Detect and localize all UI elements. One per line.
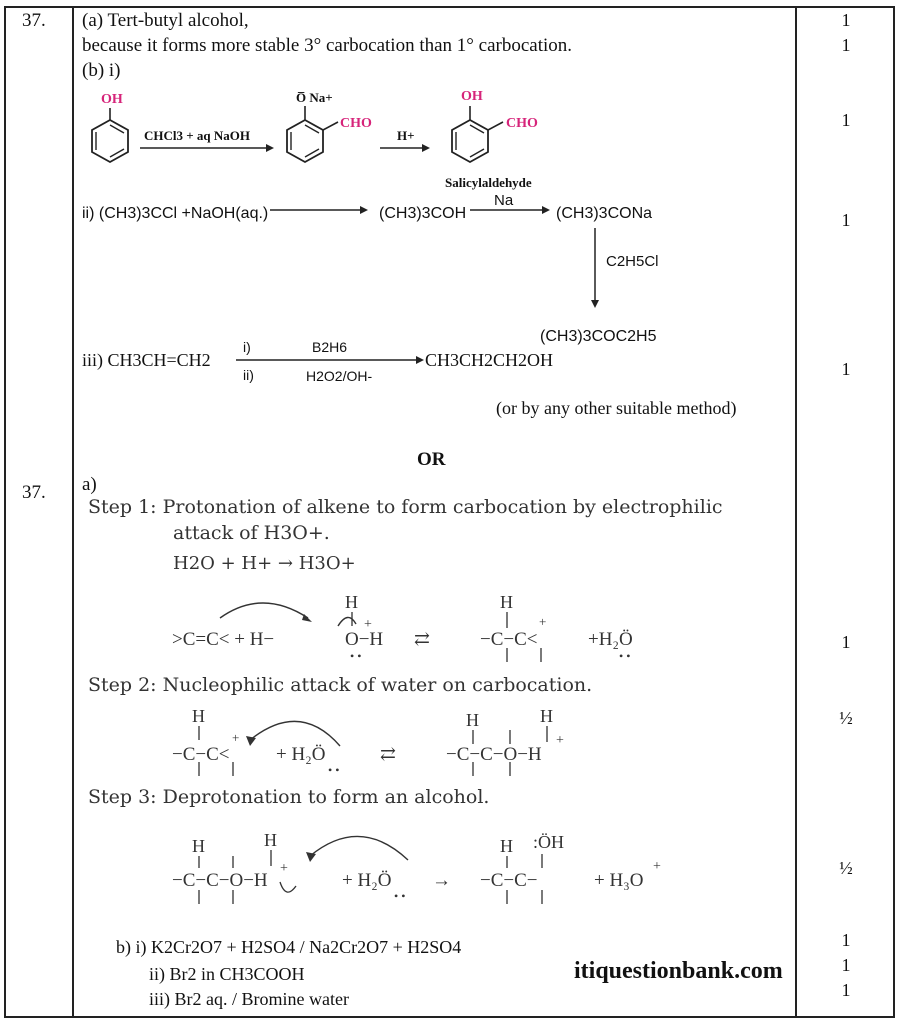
svg-text:→: → bbox=[432, 870, 451, 891]
part-b-ii-reagents: ii) Br2 in CH3COOH bbox=[149, 964, 305, 984]
hydroboration-product: CH3CH2CH2OH bbox=[425, 350, 554, 370]
column-divider-2 bbox=[795, 6, 797, 1017]
svg-text:O−H: O−H bbox=[345, 629, 384, 650]
svg-text:+: + bbox=[653, 859, 661, 874]
phenol-oh-label: OH bbox=[101, 92, 123, 107]
salicylaldehyde-oh-label: OH bbox=[461, 89, 483, 104]
svg-text:• •: • • bbox=[328, 763, 340, 777]
step-i-label: i) bbox=[243, 339, 251, 355]
table-border-top bbox=[4, 6, 895, 8]
svg-text:+H₂Ö: +H₂Ö bbox=[588, 629, 633, 650]
svg-text:+ H₂Ö: + H₂Ö bbox=[342, 870, 392, 891]
svg-text:−C−C−O−H: −C−C−O−H bbox=[446, 744, 542, 765]
question-number-alt: 37. bbox=[22, 482, 46, 503]
marks-step3: ½ bbox=[839, 858, 853, 878]
svg-text:H: H bbox=[192, 836, 205, 856]
svg-text:+: + bbox=[280, 861, 288, 876]
williamson-reactant: ii) (CH3)3CCl +NaOH(aq.) bbox=[82, 205, 269, 222]
svg-text:• •: • • bbox=[619, 649, 631, 663]
marks-b-ii: 1 bbox=[841, 210, 851, 230]
svg-text:H: H bbox=[345, 592, 358, 612]
peroxide-reagent: H2O2/OH- bbox=[306, 368, 373, 384]
watermark-text: itiquestionbank.com bbox=[574, 958, 783, 984]
marks-b-i: 1 bbox=[841, 110, 851, 130]
svg-text:+: + bbox=[556, 733, 564, 748]
svg-text:• •: • • bbox=[350, 649, 362, 663]
svg-text:⇄: ⇄ bbox=[414, 629, 430, 650]
phenoxide-label: O̅ Na+ bbox=[296, 90, 333, 105]
part-a-answer: (a) Tert-butyl alcohol, bbox=[82, 10, 249, 31]
salicylaldehyde-cho-label: CHO bbox=[506, 116, 538, 131]
step1-title: Step 1: Protonation of alkene to form carbocation by electrophilic bbox=[88, 496, 723, 518]
marks-a-line2: 1 bbox=[841, 35, 851, 55]
ethyl-chloride-reagent: C2H5Cl bbox=[606, 253, 659, 270]
svg-text:• •: • • bbox=[394, 889, 406, 903]
marks-b-i-alt: 1 bbox=[841, 930, 851, 950]
williamson-arrow-1 bbox=[270, 204, 370, 216]
marks-a-line1: 1 bbox=[841, 10, 851, 30]
svg-text:⇄: ⇄ bbox=[380, 744, 396, 765]
williamson-arrow-down bbox=[588, 228, 602, 310]
svg-text:+ H₂Ö: + H₂Ö bbox=[276, 744, 326, 765]
marks-step2: ½ bbox=[839, 708, 853, 728]
svg-text:+: + bbox=[364, 617, 372, 632]
svg-text:+: + bbox=[232, 730, 240, 745]
williamson-product: (CH3)3COC2H5 bbox=[540, 328, 657, 345]
question-number: 37. bbox=[22, 10, 46, 31]
step3-title: Step 3: Deprotonation to form an alcohol. bbox=[88, 786, 490, 808]
sodium-reagent: Na bbox=[494, 192, 514, 209]
table-border-right bbox=[893, 6, 895, 1017]
table-border-left bbox=[4, 6, 6, 1017]
svg-text:H: H bbox=[192, 706, 205, 726]
or-separator: OR bbox=[417, 449, 446, 470]
marks-b-iii-alt: 1 bbox=[841, 980, 851, 1000]
svg-text:−C−C−: −C−C− bbox=[480, 870, 538, 891]
svg-text:H: H bbox=[264, 830, 277, 850]
diborane-reagent: B2H6 bbox=[312, 339, 348, 355]
h-plus-label: H+ bbox=[397, 128, 415, 143]
column-divider-1 bbox=[72, 6, 74, 1017]
svg-text:+ H₃O: + H₃O bbox=[594, 870, 644, 891]
williamson-alkoxide: (CH3)3CONa bbox=[556, 205, 653, 222]
step2-mechanism bbox=[170, 700, 630, 780]
table-border-bottom bbox=[4, 1016, 895, 1018]
svg-text:>C=C< + H−: >C=C< + H− bbox=[172, 629, 275, 650]
svg-text:−C−C<: −C−C< bbox=[480, 629, 538, 650]
svg-text:−C−C−O−H: −C−C−O−H bbox=[172, 870, 268, 891]
marks-b-iii: 1 bbox=[841, 359, 851, 379]
reagent-chcl3-naoh: CHCl3 + aq NaOH bbox=[144, 128, 250, 143]
part-b-label: (b) i) bbox=[82, 60, 121, 81]
cho-label: CHO bbox=[340, 116, 372, 131]
part-a-reason: because it forms more stable 3° carbocation than 1° carbocation. bbox=[82, 35, 573, 56]
marks-step1: 1 bbox=[841, 632, 851, 652]
step1-mechanism bbox=[170, 588, 690, 666]
hydroboration-arrow bbox=[236, 354, 426, 366]
step-ii-label: ii) bbox=[243, 367, 254, 383]
step2-title: Step 2: Nucleophilic attack of water on carbocation. bbox=[88, 674, 593, 696]
svg-text:H: H bbox=[466, 710, 479, 730]
svg-text:H: H bbox=[500, 592, 513, 612]
svg-text:H: H bbox=[540, 706, 553, 726]
svg-text:+: + bbox=[539, 614, 547, 629]
part-a-alt-label: a) bbox=[82, 474, 97, 495]
part-b-i-reagents: b) i) K2Cr2O7 + H2SO4 / Na2Cr2O7 + H2SO4 bbox=[116, 937, 462, 957]
williamson-intermediate: (CH3)3COH bbox=[379, 205, 467, 222]
step3-mechanism bbox=[170, 820, 690, 910]
svg-text::ÖH: :ÖH bbox=[533, 832, 564, 852]
svg-text:H: H bbox=[500, 836, 513, 856]
svg-text:−C−C<: −C−C< bbox=[172, 744, 230, 765]
alternative-method-note: (or by any other suitable method) bbox=[496, 398, 737, 418]
step1-continuation: attack of H3O+. bbox=[173, 522, 330, 544]
williamson-arrow-2 bbox=[470, 204, 552, 216]
salicylaldehyde-name: Salicylaldehyde bbox=[445, 175, 532, 190]
part-b-iii-reagents: iii) Br2 aq. / Bromine water bbox=[149, 989, 349, 1009]
step1-equation: H2O + H+ → H3O+ bbox=[173, 553, 356, 574]
hydroboration-reactant: iii) CH3CH=CH2 bbox=[82, 350, 211, 370]
marks-b-ii-alt: 1 bbox=[841, 955, 851, 975]
